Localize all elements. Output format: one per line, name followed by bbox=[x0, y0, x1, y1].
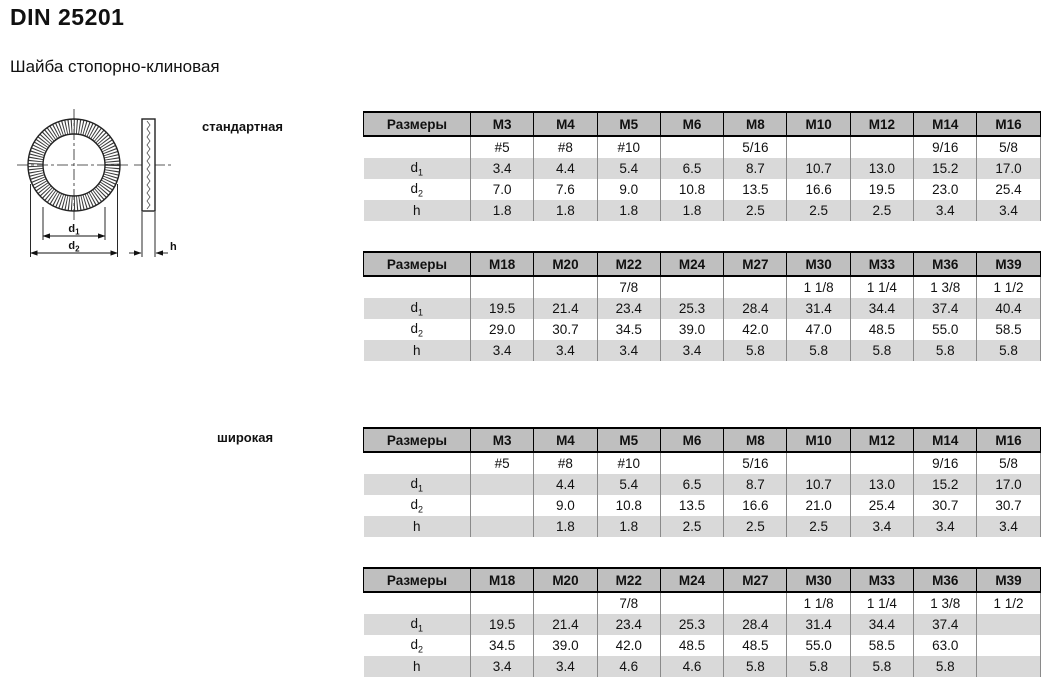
value-cell: 3.4 bbox=[471, 656, 534, 677]
washer-side-view bbox=[134, 119, 172, 211]
value-cell: 3.4 bbox=[534, 656, 597, 677]
table-wide-small bbox=[363, 427, 1040, 537]
value-cell: 5.8 bbox=[914, 656, 977, 677]
value-cell bbox=[660, 592, 723, 614]
thread-size-header: M6 bbox=[660, 428, 723, 452]
value-cell: 23.4 bbox=[597, 298, 660, 319]
value-cell: 5.8 bbox=[850, 340, 913, 361]
value-cell: 13.0 bbox=[850, 474, 913, 495]
value-cell: 48.5 bbox=[850, 319, 913, 340]
value-cell: 3.4 bbox=[914, 516, 977, 537]
value-cell: 7/8 bbox=[597, 276, 660, 298]
value-cell: #5 bbox=[471, 136, 534, 158]
thread-size-header: M36 bbox=[914, 568, 977, 592]
table-row bbox=[364, 276, 1041, 298]
value-cell: 9.0 bbox=[597, 179, 660, 200]
dimension-table bbox=[363, 427, 1041, 537]
value-cell: 34.5 bbox=[597, 319, 660, 340]
thread-size-header: M24 bbox=[660, 568, 723, 592]
table-row bbox=[364, 319, 1041, 340]
thread-size-header: M33 bbox=[850, 568, 913, 592]
value-cell: 7.0 bbox=[471, 179, 534, 200]
side-dimension-h bbox=[129, 212, 168, 257]
row-label: $d_2$ bbox=[410, 636, 424, 655]
table-row bbox=[364, 158, 1041, 179]
value-cell bbox=[787, 136, 850, 158]
value-cell: 2.5 bbox=[787, 516, 850, 537]
value-cell: 3.4 bbox=[660, 340, 723, 361]
value-cell: 21.4 bbox=[534, 614, 597, 635]
row-label bbox=[364, 452, 471, 474]
table-row bbox=[364, 635, 1041, 656]
thread-size-header: M3 bbox=[471, 428, 534, 452]
value-cell: 40.4 bbox=[977, 298, 1040, 319]
value-cell: 5/16 bbox=[724, 136, 787, 158]
table-row bbox=[364, 474, 1041, 495]
thread-size-header: M30 bbox=[787, 252, 850, 276]
value-cell: 25.3 bbox=[660, 298, 723, 319]
value-cell: 3.4 bbox=[597, 340, 660, 361]
value-cell: 9.0 bbox=[534, 495, 597, 516]
thread-size-header: M14 bbox=[914, 428, 977, 452]
value-cell: #8 bbox=[534, 452, 597, 474]
thread-size-header: M22 bbox=[597, 252, 660, 276]
thread-size-header: M10 bbox=[787, 428, 850, 452]
value-cell: 55.0 bbox=[914, 319, 977, 340]
value-cell: 2.5 bbox=[660, 516, 723, 537]
dim-label-d2: $d_2$ bbox=[68, 240, 80, 254]
table-standard-small bbox=[363, 111, 1040, 221]
table-row bbox=[364, 340, 1041, 361]
value-cell: 47.0 bbox=[787, 319, 850, 340]
dimension-table bbox=[363, 251, 1041, 361]
thread-size-header: M14 bbox=[914, 112, 977, 136]
value-cell bbox=[660, 276, 723, 298]
value-cell: 48.5 bbox=[724, 635, 787, 656]
value-cell: 7.6 bbox=[534, 179, 597, 200]
thread-size-header: M10 bbox=[787, 112, 850, 136]
table-row bbox=[364, 614, 1041, 635]
table-row bbox=[364, 592, 1041, 614]
value-cell: 39.0 bbox=[660, 319, 723, 340]
value-cell: #5 bbox=[471, 452, 534, 474]
thread-size-header: M4 bbox=[534, 112, 597, 136]
thread-size-header: M12 bbox=[850, 112, 913, 136]
row-label: $d_2$ bbox=[410, 496, 424, 515]
value-cell: 25.4 bbox=[977, 179, 1040, 200]
header-row bbox=[364, 568, 1041, 592]
sizes-header-cell: Размеры bbox=[364, 252, 471, 276]
value-cell: 5.8 bbox=[787, 340, 850, 361]
thread-size-header: M39 bbox=[977, 568, 1040, 592]
row-label: h bbox=[364, 516, 471, 537]
value-cell: 13.0 bbox=[850, 158, 913, 179]
thread-size-header: M8 bbox=[724, 112, 787, 136]
table-row bbox=[364, 516, 1041, 537]
row-label: $d_1$ bbox=[364, 614, 471, 635]
value-cell: 1.8 bbox=[660, 200, 723, 221]
value-cell: 5.8 bbox=[850, 656, 913, 677]
value-cell: 2.5 bbox=[724, 516, 787, 537]
value-cell: 4.6 bbox=[660, 656, 723, 677]
table-standard-large bbox=[363, 251, 1040, 361]
value-cell: 42.0 bbox=[724, 319, 787, 340]
sizes-header-cell: Размеры bbox=[364, 568, 471, 592]
value-cell: 3.4 bbox=[977, 516, 1040, 537]
thread-size-header: M6 bbox=[660, 112, 723, 136]
thread-size-header: M16 bbox=[977, 428, 1040, 452]
value-cell: 4.4 bbox=[534, 158, 597, 179]
table-wide-large bbox=[363, 567, 1040, 677]
value-cell: 19.5 bbox=[471, 298, 534, 319]
value-cell: 63.0 bbox=[914, 635, 977, 656]
value-cell bbox=[471, 495, 534, 516]
value-cell: 28.4 bbox=[724, 614, 787, 635]
sizes-header-cell: Размеры bbox=[364, 428, 471, 452]
value-cell bbox=[471, 474, 534, 495]
value-cell: 21.4 bbox=[534, 298, 597, 319]
thread-size-header: M18 bbox=[471, 252, 534, 276]
value-cell: 37.4 bbox=[914, 298, 977, 319]
value-cell: 1.8 bbox=[597, 200, 660, 221]
value-cell: 10.7 bbox=[787, 158, 850, 179]
row-label: $d_2$ bbox=[410, 180, 424, 199]
value-cell bbox=[471, 516, 534, 537]
value-cell bbox=[724, 592, 787, 614]
value-cell: 58.5 bbox=[977, 319, 1040, 340]
page-title: DIN 25201 bbox=[10, 4, 125, 30]
table-row bbox=[364, 179, 1041, 200]
row-label: $d_1$ bbox=[364, 158, 471, 179]
table-row bbox=[364, 200, 1041, 221]
value-cell bbox=[787, 452, 850, 474]
value-cell: 15.2 bbox=[914, 158, 977, 179]
value-cell: 2.5 bbox=[850, 200, 913, 221]
thread-size-header: M18 bbox=[471, 568, 534, 592]
value-cell: 1 3/8 bbox=[914, 276, 977, 298]
thread-size-header: M3 bbox=[471, 112, 534, 136]
value-cell: 19.5 bbox=[471, 614, 534, 635]
value-cell: 2.5 bbox=[787, 200, 850, 221]
value-cell: 21.0 bbox=[787, 495, 850, 516]
value-cell: 2.5 bbox=[724, 200, 787, 221]
value-cell bbox=[534, 276, 597, 298]
value-cell: 30.7 bbox=[914, 495, 977, 516]
value-cell: 28.4 bbox=[724, 298, 787, 319]
thread-size-header: M16 bbox=[977, 112, 1040, 136]
header-row bbox=[364, 252, 1041, 276]
value-cell bbox=[660, 136, 723, 158]
row-label: h bbox=[364, 656, 471, 677]
dimension-table bbox=[363, 567, 1041, 677]
thread-size-header: M8 bbox=[724, 428, 787, 452]
value-cell: 7/8 bbox=[597, 592, 660, 614]
value-cell: 1 1/4 bbox=[850, 592, 913, 614]
value-cell: 1.8 bbox=[534, 200, 597, 221]
value-cell: 16.6 bbox=[724, 495, 787, 516]
row-label bbox=[364, 136, 471, 158]
value-cell: 25.3 bbox=[660, 614, 723, 635]
value-cell: 8.7 bbox=[724, 158, 787, 179]
value-cell: 34.5 bbox=[471, 635, 534, 656]
thread-size-header: M36 bbox=[914, 252, 977, 276]
value-cell: 15.2 bbox=[914, 474, 977, 495]
value-cell: 3.4 bbox=[471, 340, 534, 361]
value-cell: #8 bbox=[534, 136, 597, 158]
value-cell: 3.4 bbox=[534, 340, 597, 361]
value-cell: 6.5 bbox=[660, 474, 723, 495]
value-cell: 1.8 bbox=[534, 516, 597, 537]
value-cell: 34.4 bbox=[850, 298, 913, 319]
value-cell: 5/8 bbox=[977, 136, 1040, 158]
value-cell bbox=[977, 635, 1040, 656]
row-label: h bbox=[364, 340, 471, 361]
thread-size-header: M12 bbox=[850, 428, 913, 452]
value-cell: 5.8 bbox=[977, 340, 1040, 361]
thread-size-header: M24 bbox=[660, 252, 723, 276]
row-label bbox=[364, 592, 471, 614]
value-cell: 5/8 bbox=[977, 452, 1040, 474]
value-cell: 58.5 bbox=[850, 635, 913, 656]
thread-size-header: M30 bbox=[787, 568, 850, 592]
value-cell: 6.5 bbox=[660, 158, 723, 179]
washer-drawing-icon bbox=[10, 108, 222, 268]
value-cell: 39.0 bbox=[534, 635, 597, 656]
value-cell: 5.4 bbox=[597, 474, 660, 495]
value-cell: 1 1/2 bbox=[977, 592, 1040, 614]
value-cell: 8.7 bbox=[724, 474, 787, 495]
value-cell: 5.8 bbox=[724, 340, 787, 361]
value-cell: 5.4 bbox=[597, 158, 660, 179]
value-cell: 16.6 bbox=[787, 179, 850, 200]
value-cell: #10 bbox=[597, 452, 660, 474]
value-cell: 30.7 bbox=[977, 495, 1040, 516]
value-cell: 4.4 bbox=[534, 474, 597, 495]
value-cell bbox=[850, 452, 913, 474]
value-cell: 37.4 bbox=[914, 614, 977, 635]
value-cell: 29.0 bbox=[471, 319, 534, 340]
value-cell: 5/16 bbox=[724, 452, 787, 474]
value-cell: 31.4 bbox=[787, 298, 850, 319]
thread-size-header: M27 bbox=[724, 252, 787, 276]
value-cell bbox=[977, 656, 1040, 677]
value-cell: 23.0 bbox=[914, 179, 977, 200]
value-cell bbox=[850, 136, 913, 158]
value-cell: 3.4 bbox=[471, 158, 534, 179]
value-cell: 55.0 bbox=[787, 635, 850, 656]
row-label: $d_1$ bbox=[364, 298, 471, 319]
row-label bbox=[364, 276, 471, 298]
value-cell: 31.4 bbox=[787, 614, 850, 635]
value-cell: 25.4 bbox=[850, 495, 913, 516]
value-cell: 1 1/2 bbox=[977, 276, 1040, 298]
value-cell: 3.4 bbox=[977, 200, 1040, 221]
variant-label-wide: широкая bbox=[217, 430, 274, 445]
thread-size-header: M20 bbox=[534, 252, 597, 276]
table-row bbox=[364, 656, 1041, 677]
value-cell: 5.8 bbox=[724, 656, 787, 677]
table-row bbox=[364, 136, 1041, 158]
thread-size-header: M5 bbox=[597, 428, 660, 452]
sizes-header-cell: Размеры bbox=[364, 112, 471, 136]
value-cell: 5.8 bbox=[914, 340, 977, 361]
thread-size-header: M20 bbox=[534, 568, 597, 592]
value-cell: 23.4 bbox=[597, 614, 660, 635]
value-cell bbox=[534, 592, 597, 614]
table-row bbox=[364, 495, 1041, 516]
value-cell: 13.5 bbox=[660, 495, 723, 516]
row-label: $d_1$ bbox=[364, 474, 471, 495]
value-cell: 34.4 bbox=[850, 614, 913, 635]
thread-size-header: M22 bbox=[597, 568, 660, 592]
table-row bbox=[364, 452, 1041, 474]
value-cell: #10 bbox=[597, 136, 660, 158]
value-cell bbox=[724, 276, 787, 298]
thread-size-header: M33 bbox=[850, 252, 913, 276]
header-row bbox=[364, 112, 1041, 136]
header-row bbox=[364, 428, 1041, 452]
value-cell: 3.4 bbox=[914, 200, 977, 221]
value-cell: 30.7 bbox=[534, 319, 597, 340]
value-cell: 3.4 bbox=[850, 516, 913, 537]
dim-label-h: h bbox=[170, 241, 177, 253]
value-cell bbox=[471, 276, 534, 298]
value-cell: 42.0 bbox=[597, 635, 660, 656]
value-cell: 1.8 bbox=[471, 200, 534, 221]
value-cell: 5.8 bbox=[787, 656, 850, 677]
value-cell: 9/16 bbox=[914, 136, 977, 158]
row-label: $d_2$ bbox=[410, 320, 424, 339]
value-cell: 1 1/8 bbox=[787, 592, 850, 614]
value-cell: 17.0 bbox=[977, 474, 1040, 495]
value-cell: 17.0 bbox=[977, 158, 1040, 179]
row-label: h bbox=[364, 200, 471, 221]
value-cell: 1 1/4 bbox=[850, 276, 913, 298]
value-cell: 10.7 bbox=[787, 474, 850, 495]
variant-label-standard: стандартная bbox=[202, 119, 283, 134]
page-subtitle: Шайба стопорно-клиновая bbox=[10, 57, 220, 76]
value-cell bbox=[660, 452, 723, 474]
value-cell bbox=[471, 592, 534, 614]
value-cell bbox=[977, 614, 1040, 635]
washer-front-view bbox=[17, 109, 131, 221]
dim-label-d1: $d_1$ bbox=[68, 223, 80, 237]
thread-size-header: M5 bbox=[597, 112, 660, 136]
value-cell: 10.8 bbox=[660, 179, 723, 200]
value-cell: 19.5 bbox=[850, 179, 913, 200]
value-cell: 1 1/8 bbox=[787, 276, 850, 298]
table-row bbox=[364, 298, 1041, 319]
thread-size-header: M4 bbox=[534, 428, 597, 452]
dimension-table bbox=[363, 111, 1041, 221]
value-cell: 9/16 bbox=[914, 452, 977, 474]
value-cell: 10.8 bbox=[597, 495, 660, 516]
value-cell: 4.6 bbox=[597, 656, 660, 677]
value-cell: 1.8 bbox=[597, 516, 660, 537]
thread-size-header: M39 bbox=[977, 252, 1040, 276]
value-cell: 48.5 bbox=[660, 635, 723, 656]
value-cell: 13.5 bbox=[724, 179, 787, 200]
thread-size-header: M27 bbox=[724, 568, 787, 592]
value-cell: 1 3/8 bbox=[914, 592, 977, 614]
